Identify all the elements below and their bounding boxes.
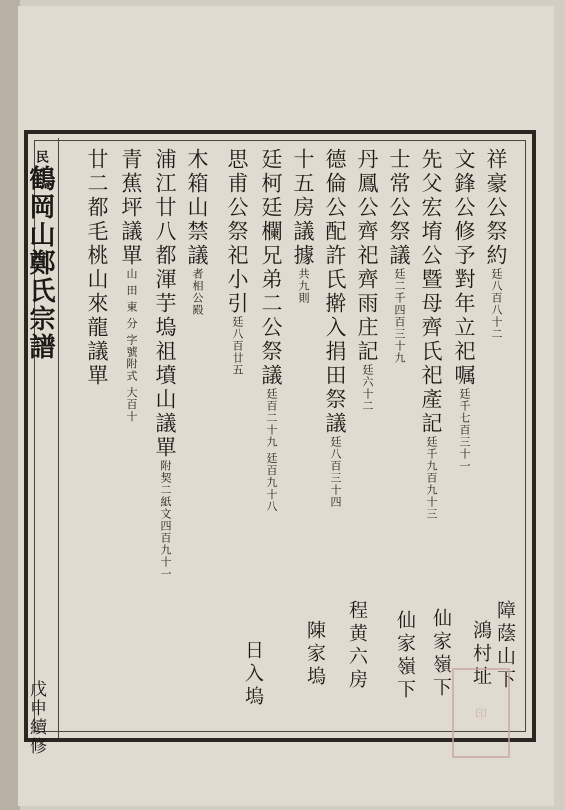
index-entry: [260, 148, 281, 513]
index-entry: [420, 148, 441, 520]
entry-note: 廷千九百九十三: [425, 436, 438, 520]
entry-note: 山 田 東 分 字號附式 大百十: [125, 268, 138, 423]
place-label: 日入塢: [242, 640, 264, 709]
book-title: [22, 150, 59, 361]
entry-note: 者相公殿: [191, 268, 204, 316]
index-entry: [485, 148, 506, 340]
entry-note: 廷八百廿五: [231, 316, 244, 376]
entry-title: 青蕉坪議單: [119, 148, 143, 268]
entry-title: 浦江廿八都渾芋塢祖墳山議單: [153, 148, 177, 460]
entry-note: 廷百二十九 廷百九十八: [265, 388, 278, 513]
place-label: 仙家嶺下: [430, 608, 452, 700]
place-label: 程黄六房: [346, 600, 368, 692]
place-label: 障蔭山下: [494, 600, 516, 692]
entry-title: 文鋒公修予對年立祀嘱: [452, 148, 476, 388]
entry-note: 共九則: [297, 268, 310, 304]
index-entry: [86, 148, 107, 388]
entry-note: 廷八百八十二: [490, 268, 503, 340]
entry-note: 附契二紙文四百九十一: [159, 460, 172, 580]
entry-title: 廷柯廷欄兄弟二公祭議: [259, 148, 283, 388]
index-entry: [356, 148, 377, 412]
book-title-prefix: 民: [33, 150, 48, 165]
index-entry: [324, 148, 345, 508]
entry-note: 廷千七百三十一: [458, 388, 471, 472]
entry-title: 士常公祭議: [387, 148, 411, 268]
index-entry: [186, 148, 207, 316]
entry-title: 思甫公祭祀小引: [225, 148, 249, 316]
place-label: 鴻村址: [470, 620, 492, 689]
index-entry: [226, 148, 247, 376]
entry-note: 廷二千四百三十九: [393, 268, 406, 364]
entry-title: 德倫公配許氏擀入捐田祭議: [323, 148, 347, 436]
red-seal-stamp: 印: [452, 668, 510, 758]
place-label: 陳家塢: [304, 620, 326, 689]
book-edition: 戊申續修: [26, 680, 46, 756]
entry-title: 木箱山禁議: [185, 148, 209, 268]
index-entry: [292, 148, 313, 304]
index-entry: [388, 148, 409, 364]
entry-note: 廷六十二: [361, 364, 374, 412]
book-spine: [0, 0, 20, 810]
entry-note: 廷八百三十四: [329, 436, 342, 508]
entry-title: 十五房議據: [291, 148, 315, 268]
entry-title: 祥豪公祭約: [484, 148, 508, 268]
entry-title: 丹鳳公齊祀齊雨庄記: [355, 148, 379, 364]
entry-title: 先父宏堉公暨母齊氏祀產記: [419, 148, 443, 436]
index-entry: [154, 148, 175, 580]
place-label: 仙家嶺下: [394, 610, 416, 702]
entry-title: 廿二都毛桃山來龍議單: [85, 148, 109, 388]
index-entry: [120, 148, 141, 422]
index-entry: [453, 148, 474, 472]
book-title-text: 鶴岡山鄭氏宗譜: [25, 165, 55, 361]
